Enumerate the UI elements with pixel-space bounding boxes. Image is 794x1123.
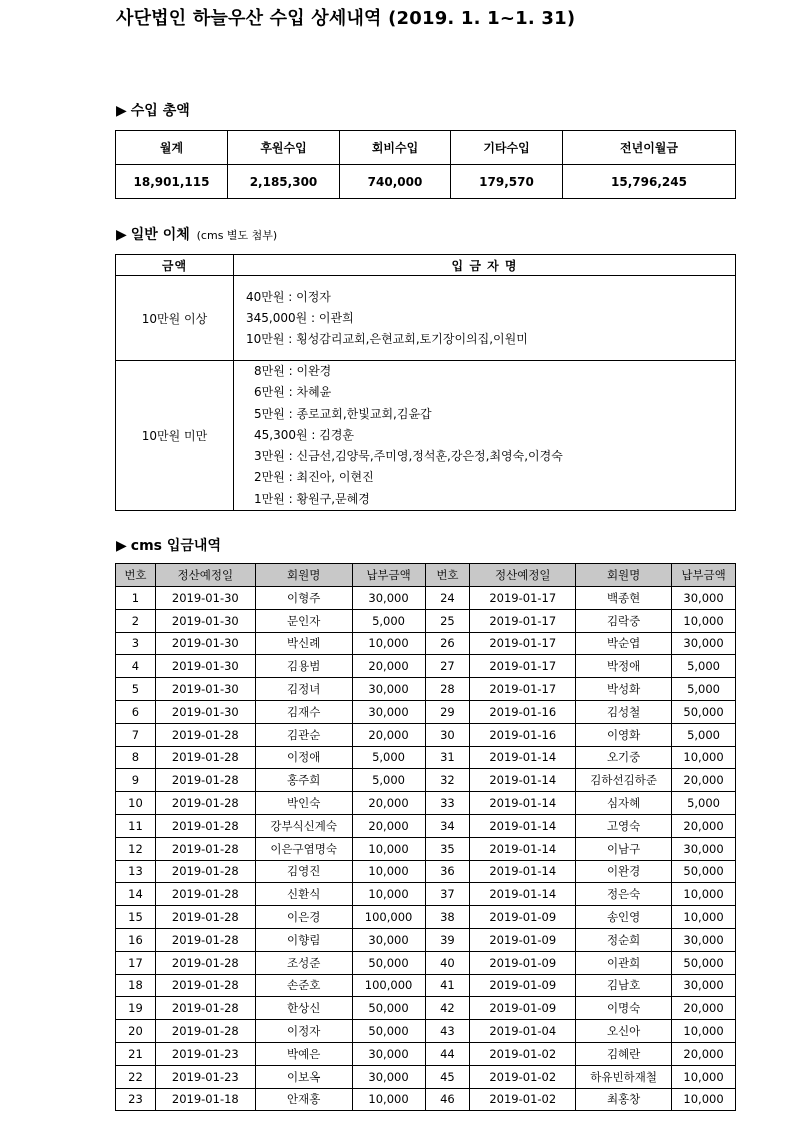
- cms-payment-amount-cell: 50,000: [352, 1020, 425, 1043]
- cms-payment-amount-cell: 50,000: [672, 951, 736, 974]
- cms-settlement-date-cell: 2019-01-04: [470, 1020, 576, 1043]
- cms-settlement-date-cell: 2019-01-17: [470, 678, 576, 701]
- cms-payment-amount-cell: 30,000: [672, 928, 736, 951]
- cms-payment-amount-cell: 5,000: [672, 792, 736, 815]
- cms-member-name-cell: 김혜란: [576, 1042, 672, 1065]
- cms-member-name-cell: 박예은: [255, 1042, 352, 1065]
- table-row: [116, 928, 736, 951]
- cms-member-name-cell: 박정애: [576, 655, 672, 678]
- cms-member-name-cell: 이은구염명숙: [255, 837, 352, 860]
- general-heading-text: 일반 이체: [130, 227, 190, 243]
- depositor-line: 10만원 : 횡성감리교회,은현교회,토기장이의집,이원미: [246, 331, 528, 346]
- general-header-cell: 입 금 자 명: [234, 255, 736, 276]
- table-row: [116, 1042, 736, 1065]
- general-header-cell: 금액: [116, 255, 234, 276]
- cms-row-number-cell: 8: [116, 746, 156, 769]
- depositor-line: 2만원 : 최진아, 이현진: [254, 470, 374, 485]
- cms-payment-amount-cell: 20,000: [352, 814, 425, 837]
- summary-heading: [116, 100, 190, 120]
- general-row: [116, 361, 736, 511]
- cms-row-number-cell: 10: [116, 792, 156, 815]
- cms-settlement-date-cell: 2019-01-09: [470, 997, 576, 1020]
- cms-settlement-date-cell: 2019-01-23: [155, 1042, 255, 1065]
- triangle-marker-icon: ▶: [116, 538, 127, 554]
- table-row: [116, 860, 736, 883]
- cms-row-number-cell: 7: [116, 723, 156, 746]
- cms-settlement-date-cell: 2019-01-28: [155, 906, 255, 929]
- cms-row-number-cell: 43: [425, 1020, 470, 1043]
- cms-settlement-date-cell: 2019-01-09: [470, 906, 576, 929]
- table-row: [116, 1020, 736, 1043]
- depositor-line: 6만원 : 차혜윤: [254, 385, 332, 400]
- cms-settlement-date-cell: 2019-01-14: [470, 814, 576, 837]
- cms-settlement-date-cell: 2019-01-28: [155, 837, 255, 860]
- cms-row-number-cell: 18: [116, 974, 156, 997]
- cms-member-name-cell: 이관희: [576, 951, 672, 974]
- cms-settlement-date-cell: 2019-01-02: [470, 1065, 576, 1088]
- cms-settlement-date-cell: 2019-01-18: [155, 1088, 255, 1111]
- general-header-row: [116, 255, 736, 276]
- cms-settlement-date-cell: 2019-01-16: [470, 700, 576, 723]
- cms-payment-amount-cell: 10,000: [672, 746, 736, 769]
- cms-payment-amount-cell: 30,000: [672, 587, 736, 610]
- cms-member-name-cell: 이은경: [255, 906, 352, 929]
- table-row: [116, 883, 736, 906]
- cms-header-cell: 납부금액: [672, 564, 736, 587]
- cms-header-cell: 회원명: [255, 564, 352, 587]
- cms-settlement-date-cell: 2019-01-14: [470, 883, 576, 906]
- general-depositor-cell: [234, 361, 736, 511]
- cms-payment-amount-cell: 30,000: [672, 632, 736, 655]
- cms-payment-amount-cell: 30,000: [352, 678, 425, 701]
- general-category-cell: 10만원 미만: [116, 361, 234, 511]
- cms-payment-amount-cell: 10,000: [352, 860, 425, 883]
- cms-member-name-cell: 한상신: [255, 997, 352, 1020]
- cms-payment-amount-cell: 5,000: [672, 678, 736, 701]
- cms-payment-amount-cell: 20,000: [352, 723, 425, 746]
- cms-heading: [116, 535, 221, 555]
- cms-member-name-cell: 김하선김하준: [576, 769, 672, 792]
- cms-settlement-date-cell: 2019-01-17: [470, 609, 576, 632]
- cms-member-name-cell: 신환식: [255, 883, 352, 906]
- cms-row-number-cell: 1: [116, 587, 156, 610]
- cms-settlement-date-cell: 2019-01-28: [155, 769, 255, 792]
- summary-header-cell: 월계: [116, 131, 228, 165]
- cms-member-name-cell: 송인영: [576, 906, 672, 929]
- cms-settlement-date-cell: 2019-01-02: [470, 1042, 576, 1065]
- cms-member-name-cell: 김재수: [255, 700, 352, 723]
- cms-row-number-cell: 11: [116, 814, 156, 837]
- cms-member-name-cell: 김관순: [255, 723, 352, 746]
- table-row: [116, 678, 736, 701]
- cms-settlement-date-cell: 2019-01-28: [155, 951, 255, 974]
- cms-settlement-date-cell: 2019-01-16: [470, 723, 576, 746]
- cms-member-name-cell: 조성준: [255, 951, 352, 974]
- cms-member-name-cell: 박신례: [255, 632, 352, 655]
- cms-row-number-cell: 5: [116, 678, 156, 701]
- cms-payment-amount-cell: 30,000: [672, 974, 736, 997]
- cms-settlement-date-cell: 2019-01-28: [155, 997, 255, 1020]
- cms-settlement-date-cell: 2019-01-28: [155, 792, 255, 815]
- cms-header-cell: 정산예정일: [470, 564, 576, 587]
- cms-row-number-cell: 30: [425, 723, 470, 746]
- cms-payment-amount-cell: 20,000: [672, 997, 736, 1020]
- cms-payment-amount-cell: 20,000: [672, 1042, 736, 1065]
- cms-settlement-date-cell: 2019-01-14: [470, 769, 576, 792]
- table-row: [116, 1088, 736, 1111]
- cms-settlement-date-cell: 2019-01-02: [470, 1088, 576, 1111]
- summary-heading-text: 수입 총액: [130, 103, 190, 119]
- cms-payment-amount-cell: 10,000: [672, 1088, 736, 1111]
- cms-row-number-cell: 24: [425, 587, 470, 610]
- cms-member-name-cell: 심자혜: [576, 792, 672, 815]
- cms-member-name-cell: 문인자: [255, 609, 352, 632]
- cms-member-name-cell: 이보옥: [255, 1065, 352, 1088]
- cms-payment-amount-cell: 10,000: [672, 906, 736, 929]
- table-row: [116, 814, 736, 837]
- table-row: [116, 974, 736, 997]
- cms-heading-text: cms 입금내역: [130, 538, 221, 554]
- general-heading: [116, 224, 277, 244]
- summary-header-cell: 회비수입: [340, 131, 451, 165]
- general-depositor-cell: [234, 276, 736, 361]
- cms-row-number-cell: 37: [425, 883, 470, 906]
- cms-settlement-date-cell: 2019-01-28: [155, 974, 255, 997]
- cms-settlement-date-cell: 2019-01-14: [470, 837, 576, 860]
- cms-payment-amount-cell: 5,000: [672, 655, 736, 678]
- triangle-marker-icon: ▶: [116, 103, 127, 119]
- cms-settlement-date-cell: 2019-01-17: [470, 632, 576, 655]
- cms-member-name-cell: 박순엽: [576, 632, 672, 655]
- cms-member-name-cell: 오신아: [576, 1020, 672, 1043]
- table-row: [116, 792, 736, 815]
- cms-member-name-cell: 김정녀: [255, 678, 352, 701]
- cms-row-number-cell: 40: [425, 951, 470, 974]
- summary-header-cell: 후원수입: [228, 131, 340, 165]
- depositor-line: 1만원 : 황원구,문혜경: [254, 491, 370, 506]
- cms-row-number-cell: 4: [116, 655, 156, 678]
- general-category-cell: 10만원 이상: [116, 276, 234, 361]
- depositor-line: 8만원 : 이완경: [254, 364, 332, 378]
- cms-payment-amount-cell: 10,000: [352, 1088, 425, 1111]
- cms-member-name-cell: 정순희: [576, 928, 672, 951]
- general-row: [116, 276, 736, 361]
- cms-row-number-cell: 3: [116, 632, 156, 655]
- cms-row-number-cell: 27: [425, 655, 470, 678]
- cms-payment-amount-cell: 5,000: [672, 723, 736, 746]
- table-row: [116, 837, 736, 860]
- general-transfer-table: [115, 254, 736, 511]
- cms-settlement-date-cell: 2019-01-28: [155, 814, 255, 837]
- cms-row-number-cell: 41: [425, 974, 470, 997]
- cms-payment-amount-cell: 5,000: [352, 746, 425, 769]
- cms-settlement-date-cell: 2019-01-14: [470, 860, 576, 883]
- cms-payment-amount-cell: 20,000: [352, 792, 425, 815]
- cms-settlement-date-cell: 2019-01-28: [155, 746, 255, 769]
- depositor-line: 45,300원 : 김경훈: [254, 427, 355, 442]
- table-row: [116, 951, 736, 974]
- cms-settlement-date-cell: 2019-01-09: [470, 928, 576, 951]
- cms-payment-amount-cell: 20,000: [672, 769, 736, 792]
- cms-header-cell: 회원명: [576, 564, 672, 587]
- cms-payment-amount-cell: 5,000: [352, 769, 425, 792]
- summary-header-cell: 전년이월금: [563, 131, 736, 165]
- cms-row-number-cell: 19: [116, 997, 156, 1020]
- cms-row-number-cell: 23: [116, 1088, 156, 1111]
- cms-settlement-date-cell: 2019-01-28: [155, 928, 255, 951]
- cms-row-number-cell: 33: [425, 792, 470, 815]
- cms-member-name-cell: 이완경: [576, 860, 672, 883]
- table-row: [116, 997, 736, 1020]
- cms-payment-amount-cell: 50,000: [352, 997, 425, 1020]
- depositor-line: 40만원 : 이정자: [246, 289, 331, 304]
- cms-member-name-cell: 홍주희: [255, 769, 352, 792]
- cms-row-number-cell: 13: [116, 860, 156, 883]
- cms-row-number-cell: 28: [425, 678, 470, 701]
- cms-payment-amount-cell: 30,000: [352, 700, 425, 723]
- page-title: 사단법인 하늘우산 수입 상세내역 (2019. 1. 1~1. 31): [116, 8, 576, 29]
- cms-row-number-cell: 22: [116, 1065, 156, 1088]
- cms-member-name-cell: 손준호: [255, 974, 352, 997]
- cms-row-number-cell: 42: [425, 997, 470, 1020]
- cms-settlement-date-cell: 2019-01-09: [470, 951, 576, 974]
- cms-header-cell: 번호: [425, 564, 470, 587]
- cms-member-name-cell: 이정애: [255, 746, 352, 769]
- cms-payment-amount-cell: 30,000: [352, 1065, 425, 1088]
- table-row: [116, 587, 736, 610]
- summary-value-cell: 2,185,300: [228, 165, 340, 199]
- cms-row-number-cell: 20: [116, 1020, 156, 1043]
- depositor-line: 345,000원 : 이관희: [246, 310, 354, 325]
- cms-settlement-date-cell: 2019-01-30: [155, 587, 255, 610]
- summary-value-cell: 18,901,115: [116, 165, 228, 199]
- cms-row-number-cell: 15: [116, 906, 156, 929]
- cms-settlement-date-cell: 2019-01-28: [155, 883, 255, 906]
- cms-settlement-date-cell: 2019-01-28: [155, 860, 255, 883]
- cms-payment-amount-cell: 10,000: [352, 837, 425, 860]
- cms-payment-amount-cell: 20,000: [672, 814, 736, 837]
- cms-payment-amount-cell: 10,000: [352, 632, 425, 655]
- cms-row-number-cell: 46: [425, 1088, 470, 1111]
- cms-payment-amount-cell: 100,000: [352, 974, 425, 997]
- cms-settlement-date-cell: 2019-01-14: [470, 746, 576, 769]
- cms-member-name-cell: 이형주: [255, 587, 352, 610]
- cms-row-number-cell: 44: [425, 1042, 470, 1065]
- summary-header-cell: 기타수입: [451, 131, 563, 165]
- table-row: [116, 632, 736, 655]
- cms-settlement-date-cell: 2019-01-17: [470, 587, 576, 610]
- cms-member-name-cell: 박성화: [576, 678, 672, 701]
- depositor-line: 5만원 : 종로교회,한빛교회,김윤갑: [254, 406, 432, 421]
- cms-row-number-cell: 14: [116, 883, 156, 906]
- cms-member-name-cell: 이명숙: [576, 997, 672, 1020]
- cms-row-number-cell: 38: [425, 906, 470, 929]
- cms-member-name-cell: 김성철: [576, 700, 672, 723]
- cms-row-number-cell: 36: [425, 860, 470, 883]
- table-row: [116, 746, 736, 769]
- cms-row-number-cell: 2: [116, 609, 156, 632]
- cms-member-name-cell: 안재홍: [255, 1088, 352, 1111]
- cms-payment-amount-cell: 50,000: [672, 860, 736, 883]
- cms-payment-amount-cell: 10,000: [672, 1020, 736, 1043]
- cms-row-number-cell: 39: [425, 928, 470, 951]
- cms-member-name-cell: 이향림: [255, 928, 352, 951]
- cms-member-name-cell: 박인숙: [255, 792, 352, 815]
- cms-payment-amount-cell: 30,000: [352, 587, 425, 610]
- cms-settlement-date-cell: 2019-01-14: [470, 792, 576, 815]
- cms-member-name-cell: 김용범: [255, 655, 352, 678]
- table-row: [116, 769, 736, 792]
- cms-settlement-date-cell: 2019-01-30: [155, 700, 255, 723]
- cms-header-cell: 정산예정일: [155, 564, 255, 587]
- cms-member-name-cell: 정은숙: [576, 883, 672, 906]
- cms-row-number-cell: 16: [116, 928, 156, 951]
- cms-member-name-cell: 강부식신계숙: [255, 814, 352, 837]
- cms-settlement-date-cell: 2019-01-17: [470, 655, 576, 678]
- cms-settlement-date-cell: 2019-01-23: [155, 1065, 255, 1088]
- cms-header-cell: 번호: [116, 564, 156, 587]
- cms-row-number-cell: 35: [425, 837, 470, 860]
- cms-row-number-cell: 26: [425, 632, 470, 655]
- cms-member-name-cell: 김남호: [576, 974, 672, 997]
- cms-payment-amount-cell: 10,000: [352, 883, 425, 906]
- cms-payment-amount-cell: 10,000: [672, 609, 736, 632]
- cms-payment-amount-cell: 10,000: [672, 1065, 736, 1088]
- table-row: [116, 723, 736, 746]
- cms-payment-amount-cell: 10,000: [672, 883, 736, 906]
- cms-row-number-cell: 6: [116, 700, 156, 723]
- cms-row-number-cell: 12: [116, 837, 156, 860]
- summary-value-cell: 740,000: [340, 165, 451, 199]
- cms-payment-amount-cell: 30,000: [352, 1042, 425, 1065]
- cms-settlement-date-cell: 2019-01-30: [155, 678, 255, 701]
- cms-payment-amount-cell: 50,000: [672, 700, 736, 723]
- cms-settlement-date-cell: 2019-01-30: [155, 632, 255, 655]
- depositor-line: 3만원 : 신금선,김양묵,주미영,정석훈,강은정,최영숙,이경숙: [254, 449, 563, 464]
- table-row: [116, 609, 736, 632]
- table-row: [116, 700, 736, 723]
- cms-payment-amount-cell: 5,000: [352, 609, 425, 632]
- cms-member-name-cell: 하유빈하재철: [576, 1065, 672, 1088]
- table-row: [116, 1065, 736, 1088]
- summary-value-cell: 179,570: [451, 165, 563, 199]
- cms-member-name-cell: 김영진: [255, 860, 352, 883]
- cms-header-cell: 납부금액: [352, 564, 425, 587]
- cms-member-name-cell: 백종현: [576, 587, 672, 610]
- cms-settlement-date-cell: 2019-01-28: [155, 723, 255, 746]
- cms-settlement-date-cell: 2019-01-09: [470, 974, 576, 997]
- cms-table-body: [116, 587, 736, 1111]
- cms-row-number-cell: 29: [425, 700, 470, 723]
- cms-member-name-cell: 오기중: [576, 746, 672, 769]
- table-row: [116, 655, 736, 678]
- cms-deposit-table: [115, 563, 736, 1111]
- triangle-marker-icon: ▶: [116, 227, 127, 243]
- cms-header-row: [116, 564, 736, 587]
- table-row: [116, 906, 736, 929]
- cms-row-number-cell: 31: [425, 746, 470, 769]
- cms-payment-amount-cell: 50,000: [352, 951, 425, 974]
- cms-member-name-cell: 최홍창: [576, 1088, 672, 1111]
- cms-row-number-cell: 9: [116, 769, 156, 792]
- cms-settlement-date-cell: 2019-01-28: [155, 1020, 255, 1043]
- general-heading-note: (cms 별도 첨부): [196, 229, 278, 242]
- cms-settlement-date-cell: 2019-01-30: [155, 609, 255, 632]
- summary-value-cell: 15,796,245: [563, 165, 736, 199]
- cms-member-name-cell: 고영숙: [576, 814, 672, 837]
- cms-member-name-cell: 이영화: [576, 723, 672, 746]
- cms-row-number-cell: 34: [425, 814, 470, 837]
- summary-header-row: [116, 131, 736, 165]
- cms-settlement-date-cell: 2019-01-30: [155, 655, 255, 678]
- summary-value-row: [116, 165, 736, 199]
- cms-payment-amount-cell: 100,000: [352, 906, 425, 929]
- summary-table: [115, 130, 736, 199]
- cms-row-number-cell: 45: [425, 1065, 470, 1088]
- cms-member-name-cell: 이정자: [255, 1020, 352, 1043]
- cms-row-number-cell: 17: [116, 951, 156, 974]
- cms-row-number-cell: 32: [425, 769, 470, 792]
- cms-payment-amount-cell: 20,000: [352, 655, 425, 678]
- cms-row-number-cell: 25: [425, 609, 470, 632]
- cms-payment-amount-cell: 30,000: [672, 837, 736, 860]
- cms-member-name-cell: 이남구: [576, 837, 672, 860]
- cms-member-name-cell: 김락중: [576, 609, 672, 632]
- cms-payment-amount-cell: 30,000: [352, 928, 425, 951]
- cms-row-number-cell: 21: [116, 1042, 156, 1065]
